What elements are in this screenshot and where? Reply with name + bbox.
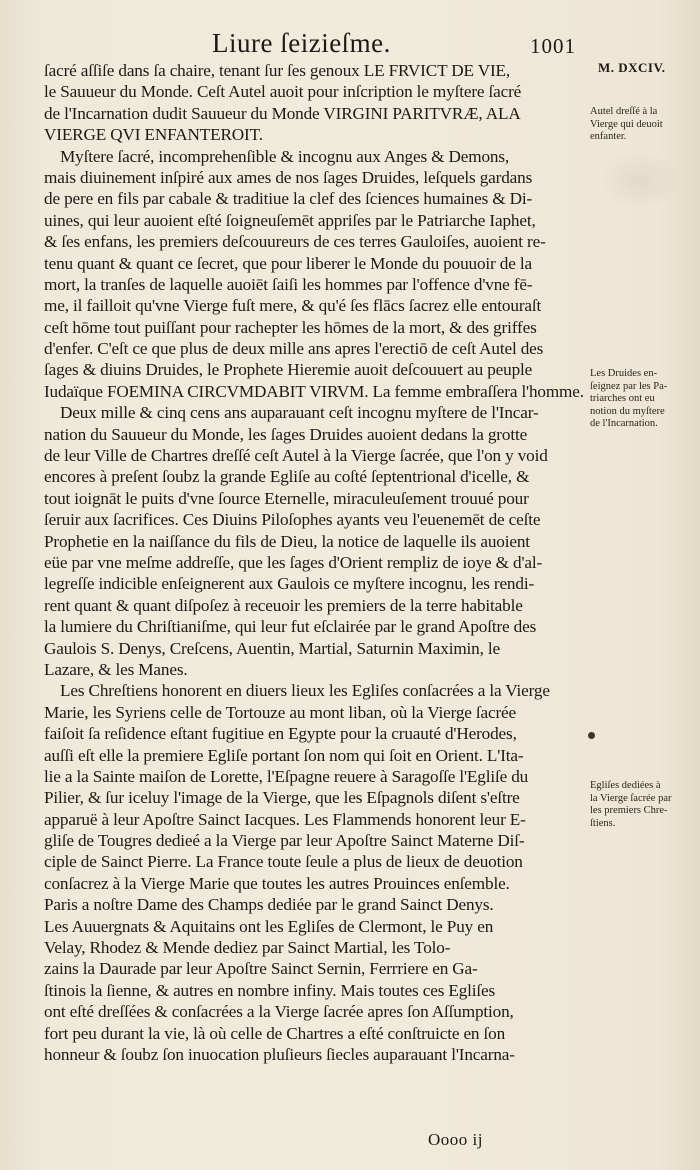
text-line: zains la Daurade par leur Apoſtre Sainct Sernin, Ferrriere en Ga- bbox=[44, 959, 478, 979]
text-line: honneur & ſoubz ſon inuocation pluſieurs ſiecles auparauant l'Incarna- bbox=[44, 1044, 515, 1064]
text-line: tenu quant & quant ce ſecret, que pour liberer le Monde du pouuoir de la bbox=[44, 253, 532, 273]
text-line: mais diuinement inſpiré aux ames de nos ſages Druides, leſquels gardans bbox=[44, 167, 533, 187]
margin-note-line: la Vierge ſacrée par bbox=[590, 792, 672, 804]
text-line: Prophetie en la naiſſance du fils de Dieu, la notice de laquelle ils auoient bbox=[44, 531, 530, 551]
text-line: Paris a noſtre Dame des Champs dediée par le grand Sainct Denys. bbox=[44, 895, 494, 915]
text-line: legreſſe indicible enſeignerent aux Gaulois ce myſtere incognu, les rendi- bbox=[44, 574, 535, 594]
margin-note-line: de l'Incarnation. bbox=[590, 418, 658, 429]
text-line: uines, qui leur auoient eſté ſoigneuſemēt appriſes par le Patriarche Iaphet, bbox=[44, 210, 536, 230]
text-line: Gaulois S. Denys, Creſcens, Auentin, Martial, Saturnin Maximin, le bbox=[44, 638, 501, 658]
text-line: le Sauueur du Monde. Ceſt Autel auoit pour inſcription le myſtere ſacré bbox=[44, 82, 522, 102]
text-line: Iudaïque FOEMINA CIRCVMDABIT VIRVM. La femme embraſſera l'homme. bbox=[44, 381, 584, 401]
text-line: encores à preſent ſoubz la grande Egliſe au coſté ſeptentrional d'icelle, & bbox=[44, 467, 530, 487]
margin-note-line: ſeignez par les Pa- bbox=[590, 380, 668, 392]
page-number: 1001 bbox=[530, 34, 576, 58]
text-line: Lazare, & les Manes. bbox=[44, 659, 188, 679]
text-line: nation du Sauueur du Monde, les ſages Druides auoient dedans la grotte bbox=[44, 424, 528, 444]
text-line: Les Auuergnats & Aquitains ont les Egliſes de Clermont, le Puy en bbox=[44, 916, 494, 936]
text-line: apparuë à leur Apoſtre Sainct Iacques. Les Flammends honorent leur E- bbox=[44, 809, 526, 829]
year-label: M. DXCIV. bbox=[598, 60, 666, 75]
text-line: gliſe de Tougres dedieé a la Vierge par leur Apoſtre Sainct Materne Diſ- bbox=[44, 831, 525, 851]
text-line: ceſt hōme tout puiſſant pour rachepter les hōmes de la mort, & des griffes bbox=[44, 317, 537, 337]
text-line: Deux mille & cinq cens ans auparauant ceſt incognu myſtere de l'Incar- bbox=[60, 403, 539, 423]
text-line: fort peu durant la vie, là où celle de Chartres a eſté conſtruicte en ſon bbox=[44, 1023, 506, 1043]
text-line: ſtinois la ſienne, & autres en nombre infiny. Mais toutes ces Egliſes bbox=[44, 980, 496, 1000]
running-title: Liure ſeizieſme. bbox=[212, 28, 391, 58]
margin-bullet-mark bbox=[588, 732, 595, 739]
text-line: tout ioignāt le puits d'vne ſource Eternelle, miraculeuſement trouué pour bbox=[44, 488, 529, 508]
text-line: Marie, les Syriens celle de Tortouze au mont liban, où la Vierge ſacrée bbox=[44, 702, 517, 722]
margin-note-line: triarches ont eu bbox=[590, 393, 655, 404]
text-line: Velay, Rhodez & Mende dediez par Sainct Martial, les Tolo- bbox=[44, 938, 451, 958]
text-line: me, il failloit qu'vne Vierge fuſt mere, & qu'é ſes flācs ſacrez elle entouraſt bbox=[44, 296, 542, 316]
text-line: ciple de Sainct Pierre. La France toute ſeule a plus de lieux de deuotion bbox=[44, 852, 523, 872]
text-line: Pilier, & ſur iceluy l'image de la Vierge, que les Eſpagnols diſent s'eſtre bbox=[44, 788, 520, 808]
body-text bbox=[44, 60, 584, 1065]
text-line: Les Chreſtiens honorent en diuers lieux les Egliſes conſacrées a la Vierge bbox=[60, 681, 550, 701]
margin-note-line: Les Druides en- bbox=[590, 368, 658, 379]
text-line: auſſi eſt elle la premiere Egliſe portant ſon nom qui ſoit en Orient. L'Ita- bbox=[44, 745, 524, 765]
margin-note-line: ſtiens. bbox=[590, 817, 616, 829]
text-line: rent quant & quant diſpoſez à receuoir les premiers de la terre habitable bbox=[44, 595, 523, 615]
margin-note-autel bbox=[590, 106, 698, 144]
text-line: mort, la tranſes de laquelle auoiēt ſaiſi les hommes par l'offence d'vne fē- bbox=[44, 274, 533, 294]
text-line: & ſes enfans, les premiers deſcouureurs de ces terres Gauloiſes, auoient re- bbox=[44, 232, 546, 252]
text-line: lie a la Sainte maiſon de Lorette, l'Eſpagne reuere à Saragoſſe l'Egliſe du bbox=[44, 766, 529, 786]
margin-note-line: notion du myſtere bbox=[590, 405, 665, 417]
text-line: de leur Ville de Chartres dreſſé ceſt Autel à la Vierge ſacrée, que l'on y void bbox=[44, 446, 548, 466]
text-line: ont eſté dreſſées & conſacrées a la Vierge ſacrée apres ſon Aſſumption, bbox=[44, 1002, 514, 1022]
margin-note-line: enfanter. bbox=[590, 131, 627, 142]
text-line: conſacrez à la Vierge Marie que toutes les autres Prouinces enſemble. bbox=[44, 873, 510, 893]
text-line: faiſoit ſa reſidence eſtant fugitiue en Egypte pour la cruauté d'Herodes, bbox=[44, 724, 517, 744]
ink-bleed bbox=[600, 150, 680, 210]
text-line: Myſtere ſacré, incomprehenſible & incognu aux Anges & Demons, bbox=[60, 146, 510, 166]
text-line: de l'Incarnation dudit Sauueur du Monde VIRGINI PARITVRÆ, ALA bbox=[44, 103, 521, 123]
margin-note-egliſes bbox=[590, 780, 698, 830]
margin-note-line: Vierge qui deuoit bbox=[590, 118, 663, 130]
signature-mark: Oooo ij bbox=[428, 1130, 483, 1149]
text-line: eüe par vne meſme addreſſe, que les ſages d'Orient rempliz de ioye & d'al- bbox=[44, 552, 543, 572]
text-line: ſacré aſſiſe dans ſa chaire, tenant ſur ſes genoux LE FRVICT DE VIE, bbox=[44, 61, 511, 80]
margin-note-line: Autel dreſſé à la bbox=[590, 106, 658, 117]
text-line: ſeruir aux ſacrifices. Ces Diuins Piloſophes ayants veu l'euenemēt de ceſte bbox=[44, 510, 541, 530]
text-line: VIERGE QVI ENFANTEROIT. bbox=[44, 125, 263, 145]
text-line: de pere en fils par cabale & traditiue la clef des ſciences humaines & Di- bbox=[44, 189, 533, 209]
margin-note-line: Egliſes dediées à bbox=[590, 780, 661, 791]
text-line: ſages & diuins Druides, le Prophete Hieremie auoit deſcouuert au peuple bbox=[44, 360, 533, 380]
margin-note-line: les premiers Chre- bbox=[590, 805, 668, 816]
text-line: d'enfer. C'eſt ce que plus de deux mille ans apres l'erectiō de ceſt Autel des bbox=[44, 339, 544, 359]
margin-note-druides bbox=[590, 368, 698, 431]
text-line: la lumiere du Chriſtianiſme, qui leur fut eſclairée par le grand Apoſtre des bbox=[44, 617, 537, 637]
